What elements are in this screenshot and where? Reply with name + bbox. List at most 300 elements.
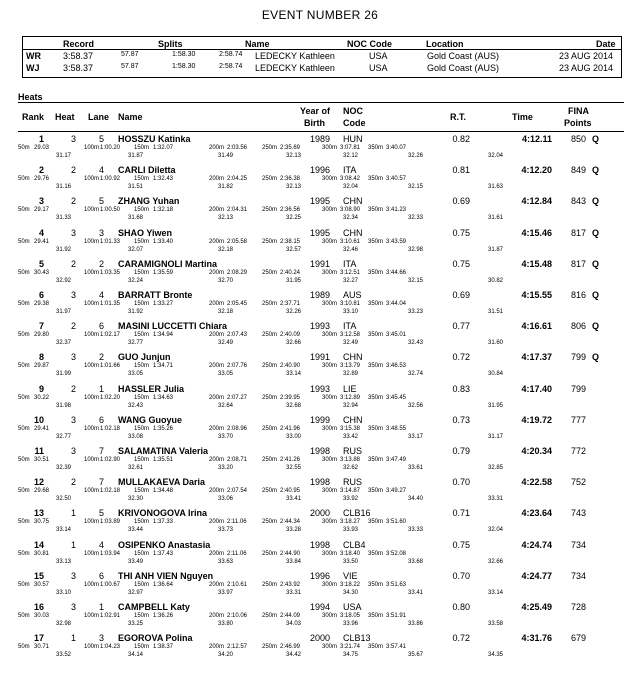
split-distance: 350m — [368, 519, 384, 526]
split-distance: 300m — [322, 519, 338, 526]
split-time: 1:02.90 — [100, 457, 121, 463]
fina-points: 849 — [570, 165, 586, 176]
swimmer-name: MASINI LUCCETTI Chiara — [118, 321, 228, 332]
split-time: 3:18.22 — [340, 581, 361, 588]
split-time: 2:37.71 — [280, 301, 301, 307]
split-lap: 33.06 — [218, 496, 234, 503]
col-rank: Rank — [22, 112, 45, 122]
qualified-mark: Q — [592, 227, 600, 238]
final-time: 4:19.72 — [521, 414, 552, 425]
split-distance: 50m — [18, 457, 30, 463]
heat: 3 — [70, 227, 76, 238]
split-lap: 32.55 — [286, 465, 302, 471]
heat: 2 — [70, 477, 76, 488]
split-time: 1:01.35 — [100, 301, 121, 307]
split-distance: 150m — [134, 488, 150, 495]
split-lap: 32.25 — [286, 215, 302, 222]
split-time: 30.81 — [34, 550, 50, 557]
noc-code: USA — [343, 602, 362, 612]
split-time: 2:35.69 — [280, 145, 301, 151]
split-lap: 32.27 — [343, 277, 359, 284]
result-row — [18, 540, 624, 574]
split-time: 3:40.57 — [386, 176, 407, 183]
rank: 11 — [34, 446, 44, 456]
col-noc-1: NOC — [343, 106, 363, 116]
split-time: 2:40.09 — [280, 332, 301, 339]
reaction-time: 0.80 — [452, 602, 470, 612]
split-lap: 32.89 — [343, 371, 359, 378]
split-lap: 32.04 — [488, 527, 504, 534]
split-lap: 32.26 — [408, 153, 424, 159]
birth-year: 1993 — [310, 383, 331, 394]
split-distance: 50m — [18, 425, 30, 432]
birth-year: 1998 — [310, 477, 331, 488]
final-time: 4:24.77 — [521, 570, 552, 581]
split-time: 2:41.26 — [280, 457, 301, 463]
split-distance: 150m — [134, 332, 150, 339]
final-time: 4:12.84 — [521, 196, 552, 207]
rank: 10 — [33, 414, 44, 425]
split-lap: 33.97 — [218, 589, 234, 596]
split-distance: 300m — [322, 145, 338, 151]
split-lap: 33.25 — [128, 621, 144, 627]
split-time: 2:07.43 — [227, 332, 248, 339]
split-time: 2:36.56 — [280, 207, 301, 214]
split-distance: 50m — [18, 519, 30, 526]
result-row — [18, 446, 624, 480]
split-lap: 31.87 — [128, 153, 144, 159]
split-lap: 31.68 — [128, 215, 144, 222]
split-time: 3:21.74 — [340, 644, 361, 651]
reaction-time: 0.70 — [452, 570, 470, 581]
split-distance: 300m — [322, 301, 338, 307]
result-row — [18, 633, 624, 667]
split-lap: 32.66 — [488, 558, 504, 565]
qualified-mark: Q — [592, 134, 600, 144]
split-lap: 32.74 — [408, 371, 424, 378]
rank: 8 — [38, 352, 44, 363]
split-lap: 32.13 — [218, 215, 234, 222]
records-header-name: Name — [245, 39, 270, 49]
split-lap: 33.31 — [286, 589, 302, 596]
split-time: 1:01.66 — [100, 363, 121, 370]
split-distance: 150m — [134, 269, 150, 276]
split-distance: 150m — [134, 457, 150, 463]
split-lap: 33.08 — [128, 433, 144, 440]
birth-year: 2000 — [310, 508, 331, 519]
reaction-time: 0.69 — [452, 290, 470, 300]
split-distance: 100m — [84, 363, 100, 370]
split-time: 1:33.40 — [153, 238, 174, 245]
reaction-time: 0.71 — [452, 508, 470, 519]
split-time: 1:37.33 — [153, 519, 174, 526]
split-time: 1:02.18 — [100, 425, 121, 432]
record-name: LEDECKY Kathleen — [255, 63, 335, 73]
section-heading: Heats — [18, 92, 43, 102]
final-time: 4:17.40 — [521, 383, 552, 394]
fina-points: 777 — [570, 414, 586, 425]
rank: 2 — [38, 165, 44, 176]
reaction-time: 0.72 — [452, 352, 470, 363]
split-distance: 250m — [262, 488, 278, 495]
split-time: 1:36.64 — [153, 581, 174, 588]
split-distance: 250m — [262, 644, 278, 651]
split-lap: 33.63 — [218, 558, 234, 565]
noc-code: LIE — [343, 383, 357, 394]
split-time: 1:32.43 — [153, 176, 174, 183]
lane: 7 — [98, 477, 104, 488]
record-split: 1:58.30 — [172, 63, 196, 70]
split-time: 3:10.61 — [340, 238, 361, 245]
split-lap: 33.05 — [128, 371, 144, 378]
birth-year: 1995 — [310, 227, 331, 238]
split-distance: 150m — [134, 301, 150, 307]
split-distance: 100m — [84, 581, 100, 588]
reaction-time: 0.73 — [452, 414, 470, 425]
birth-year: 1995 — [310, 196, 331, 207]
split-distance: 150m — [134, 207, 150, 214]
split-time: 1:00.20 — [100, 145, 121, 151]
col-rt: R.T. — [450, 112, 467, 122]
fina-points: 799 — [570, 383, 586, 394]
split-lap: 33.49 — [128, 558, 144, 565]
split-lap: 33.10 — [56, 589, 72, 596]
split-lap: 33.20 — [218, 465, 234, 471]
qualified-mark: Q — [592, 321, 600, 332]
split-time: 1:03.89 — [100, 519, 121, 526]
split-distance: 300m — [322, 207, 338, 214]
split-distance: 300m — [322, 457, 338, 463]
split-time: 1:00.92 — [100, 176, 121, 183]
split-lap: 32.18 — [218, 246, 234, 253]
noc-code: VIE — [343, 570, 358, 581]
birth-year: 1996 — [310, 570, 331, 581]
split-lap: 31.92 — [56, 246, 72, 253]
split-time: 2:08.96 — [227, 425, 248, 432]
rank: 4 — [38, 227, 44, 238]
birth-year: 1991 — [310, 352, 331, 363]
split-distance: 50m — [18, 207, 30, 214]
split-time: 2:04.25 — [227, 176, 248, 183]
split-time: 3:08.90 — [340, 207, 361, 214]
lane: 1 — [98, 602, 104, 612]
split-distance: 350m — [368, 613, 384, 619]
split-lap: 32.04 — [488, 153, 504, 159]
split-time: 1:03.94 — [100, 550, 121, 557]
split-time: 1:00.50 — [100, 207, 121, 214]
final-time: 4:31.76 — [521, 633, 552, 644]
col-time: Time — [512, 112, 533, 122]
birth-year: 1999 — [310, 414, 331, 425]
split-time: 3:46.53 — [386, 363, 407, 370]
split-lap: 31.33 — [56, 215, 72, 222]
split-distance: 250m — [262, 145, 278, 151]
split-lap: 32.68 — [286, 402, 302, 409]
col-heat: Heat — [55, 112, 75, 122]
split-distance: 350m — [368, 425, 384, 432]
split-distance: 200m — [209, 488, 225, 495]
split-lap: 32.62 — [343, 465, 359, 471]
split-distance: 350m — [368, 457, 384, 463]
split-time: 30.71 — [34, 644, 50, 651]
split-lap: 33.14 — [56, 527, 72, 534]
split-distance: 350m — [368, 394, 384, 401]
swimmer-name: KRIVONOGOVA Irina — [118, 508, 208, 519]
split-time: 2:07.76 — [227, 363, 248, 370]
split-lap: 34.03 — [286, 621, 302, 627]
split-distance: 200m — [209, 613, 225, 619]
split-time: 1:03.35 — [100, 269, 121, 276]
split-distance: 250m — [262, 425, 278, 432]
split-distance: 100m — [84, 269, 100, 276]
split-distance: 200m — [209, 550, 225, 557]
split-distance: 250m — [262, 394, 278, 401]
record-split: 57.87 — [121, 63, 139, 70]
split-distance: 150m — [134, 363, 150, 370]
split-time: 3:49.27 — [386, 488, 407, 495]
result-row — [18, 384, 624, 418]
split-distance: 250m — [262, 550, 278, 557]
split-time: 30.22 — [34, 394, 50, 401]
split-lap: 31.95 — [488, 402, 504, 409]
fina-points: 799 — [570, 352, 586, 363]
split-time: 1:35.51 — [153, 457, 174, 463]
heat: 2 — [70, 383, 76, 394]
split-time: 2:10.61 — [227, 581, 248, 588]
lane: 6 — [98, 321, 104, 332]
record-split: 2:58.74 — [219, 63, 243, 70]
split-distance: 350m — [368, 207, 384, 214]
result-row — [18, 571, 624, 605]
split-distance: 150m — [134, 176, 150, 183]
birth-year: 1989 — [310, 290, 331, 300]
split-time: 2:08.29 — [227, 269, 248, 276]
record-row — [23, 63, 621, 75]
split-lap: 34.75 — [343, 652, 359, 659]
split-lap: 33.61 — [408, 465, 424, 471]
split-lap: 32.61 — [128, 465, 144, 471]
split-lap: 33.14 — [286, 371, 302, 378]
split-lap: 32.70 — [218, 277, 234, 284]
split-distance: 50m — [18, 581, 30, 588]
heat: 3 — [70, 570, 76, 581]
split-distance: 350m — [368, 363, 384, 370]
split-time: 3:48.55 — [386, 425, 407, 432]
split-time: 3:12.58 — [340, 332, 361, 339]
split-lap: 34.35 — [488, 652, 504, 659]
split-distance: 200m — [209, 581, 225, 588]
split-time: 30.43 — [34, 269, 50, 276]
split-time: 2:04.31 — [227, 207, 248, 214]
heat: 3 — [70, 134, 76, 144]
split-lap: 33.10 — [343, 309, 359, 315]
split-lap: 31.99 — [56, 371, 72, 378]
split-time: 2:08.71 — [227, 457, 248, 463]
split-lap: 33.13 — [56, 558, 72, 565]
split-lap: 31.17 — [488, 433, 504, 440]
split-time: 3:18.27 — [340, 519, 361, 526]
split-time: 3:12.89 — [340, 394, 361, 401]
split-time: 1:34.94 — [153, 332, 174, 339]
rank: 5 — [38, 258, 44, 269]
split-lap: 32.97 — [128, 589, 144, 596]
split-lap: 32.49 — [343, 340, 359, 347]
split-distance: 200m — [209, 176, 225, 183]
split-distance: 350m — [368, 301, 384, 307]
swimmer-name: CARLI Diletta — [118, 165, 176, 176]
rank: 3 — [38, 196, 44, 207]
split-distance: 100m — [84, 519, 100, 526]
split-lap: 33.14 — [488, 589, 504, 596]
split-distance: 300m — [322, 394, 338, 401]
result-row — [18, 165, 624, 199]
split-lap: 31.97 — [56, 309, 72, 315]
split-time: 3:18.40 — [340, 550, 361, 557]
split-time: 29.03 — [34, 145, 50, 151]
split-distance: 300m — [322, 332, 338, 339]
qualified-mark: Q — [592, 196, 600, 207]
lane: 3 — [98, 227, 104, 238]
split-distance: 150m — [134, 145, 150, 151]
birth-year: 2000 — [310, 633, 331, 644]
heat: 1 — [70, 633, 76, 644]
reaction-time: 0.83 — [452, 383, 470, 394]
split-distance: 100m — [84, 207, 100, 214]
split-time: 2:44.34 — [280, 519, 301, 526]
heat: 3 — [70, 446, 76, 456]
split-lap: 32.24 — [128, 277, 144, 284]
split-distance: 50m — [18, 332, 30, 339]
split-distance: 250m — [262, 613, 278, 619]
noc-code: HUN — [343, 134, 363, 144]
reaction-time: 0.81 — [452, 165, 470, 176]
split-lap: 32.56 — [408, 402, 424, 409]
heat: 2 — [70, 321, 76, 332]
final-time: 4:23.64 — [521, 508, 552, 519]
split-lap: 33.50 — [343, 558, 359, 565]
split-lap: 33.84 — [286, 558, 302, 565]
split-distance: 350m — [368, 332, 384, 339]
split-distance: 200m — [209, 394, 225, 401]
split-lap: 32.98 — [56, 621, 72, 627]
split-lap: 32.12 — [343, 153, 359, 159]
split-time: 3:44.04 — [386, 301, 407, 307]
col-noc-2: Code — [343, 118, 366, 128]
split-distance: 50m — [18, 176, 30, 183]
split-distance: 100m — [84, 613, 100, 619]
split-lap: 33.73 — [218, 527, 234, 534]
split-time: 2:44.09 — [280, 613, 301, 619]
noc-code: CLB4 — [343, 539, 366, 550]
split-distance: 150m — [134, 394, 150, 401]
split-time: 1:33.27 — [153, 301, 174, 307]
split-lap: 32.34 — [343, 215, 359, 222]
lane: 1 — [98, 383, 104, 394]
split-lap: 32.85 — [488, 465, 504, 471]
lane: 2 — [98, 258, 104, 269]
record-type: WR — [26, 51, 41, 61]
split-distance: 100m — [84, 176, 100, 183]
split-distance: 100m — [84, 550, 100, 557]
split-lap: 31.51 — [488, 309, 504, 315]
split-lap: 32.04 — [343, 184, 359, 191]
split-distance: 300m — [322, 550, 338, 557]
split-distance: 200m — [209, 332, 225, 339]
split-distance: 300m — [322, 269, 338, 276]
qualified-mark: Q — [592, 165, 600, 176]
split-distance: 100m — [84, 301, 100, 307]
split-time: 3:40.07 — [386, 145, 407, 151]
split-time: 29.17 — [34, 207, 50, 214]
split-time: 29.38 — [34, 301, 50, 307]
swimmer-name: MULLAKAEVA Daria — [118, 477, 206, 488]
split-lap: 32.66 — [286, 340, 302, 347]
split-lap: 33.93 — [343, 527, 359, 534]
split-lap: 31.16 — [56, 184, 72, 191]
final-time: 4:20.34 — [521, 446, 552, 456]
split-time: 3:41.23 — [386, 207, 407, 214]
split-distance: 150m — [134, 425, 150, 432]
split-time: 3:51.60 — [386, 519, 407, 526]
record-location: Gold Coast (AUS) — [427, 63, 500, 73]
rank: 13 — [33, 508, 44, 519]
split-lap: 35.67 — [408, 652, 424, 659]
split-time: 1:02.91 — [100, 613, 121, 619]
noc-code: CHN — [343, 196, 363, 207]
noc-code: CLB13 — [343, 633, 371, 644]
split-time: 1:34.71 — [153, 363, 174, 370]
record-split: 1:58.30 — [172, 51, 196, 58]
split-lap: 32.77 — [128, 340, 144, 347]
split-lap: 31.95 — [286, 277, 302, 284]
split-time: 2:44.90 — [280, 550, 301, 557]
lane: 6 — [98, 414, 104, 425]
swimmer-name: OSIPENKO Anastasia — [118, 539, 211, 550]
result-row — [18, 477, 624, 511]
noc-code: CHN — [343, 414, 363, 425]
col-year-1: Year of — [300, 106, 331, 116]
swimmer-name: HOSSZU Katinka — [118, 134, 191, 144]
split-time: 1:02.18 — [100, 488, 121, 495]
results-header — [18, 102, 624, 132]
split-time: 3:43.59 — [386, 238, 407, 245]
split-lap: 32.13 — [286, 153, 302, 159]
split-distance: 50m — [18, 238, 30, 245]
record-date: 23 AUG 2014 — [558, 51, 613, 61]
heat: 1 — [70, 508, 76, 519]
fina-points: 850 — [570, 134, 586, 144]
split-time: 3:15.38 — [340, 425, 361, 432]
split-distance: 200m — [209, 301, 225, 307]
result-row — [18, 196, 624, 230]
split-distance: 300m — [322, 613, 338, 619]
split-distance: 150m — [134, 550, 150, 557]
birth-year: 1996 — [310, 165, 331, 176]
record-name: LEDECKY Kathleen — [255, 51, 335, 61]
split-distance: 200m — [209, 238, 225, 245]
split-distance: 100m — [84, 332, 100, 339]
split-time: 2:46.99 — [280, 644, 301, 651]
final-time: 4:12.11 — [521, 134, 552, 144]
split-lap: 32.94 — [343, 402, 359, 409]
split-lap: 34.20 — [218, 652, 234, 659]
reaction-time: 0.72 — [452, 633, 470, 644]
split-distance: 200m — [209, 519, 225, 526]
split-distance: 350m — [368, 488, 384, 495]
split-time: 3:57.41 — [386, 644, 407, 651]
reaction-time: 0.69 — [452, 196, 470, 207]
split-lap: 32.37 — [56, 340, 72, 347]
